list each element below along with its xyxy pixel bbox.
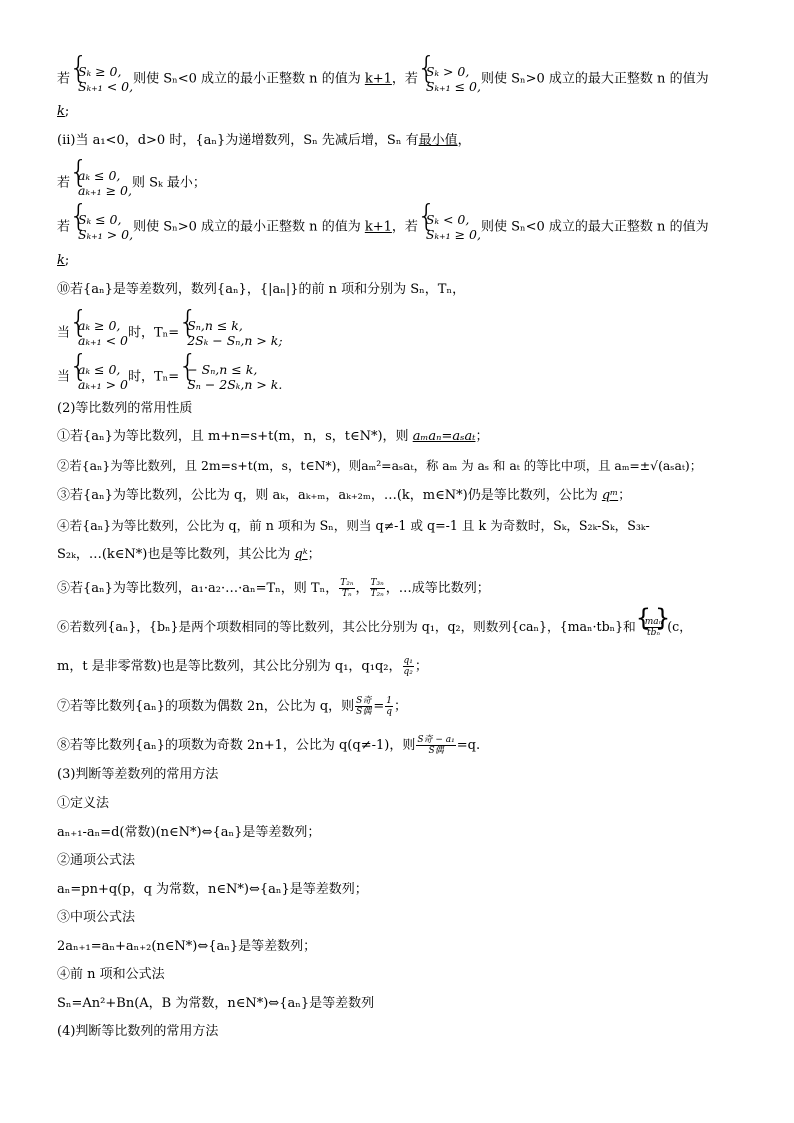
line-11: ①若{aₙ}为等比数列，且 m+n=s+t(m，n，s，t∈N*)，则 aₘaₙ=aₛaₜ； <box>57 429 489 444</box>
fraction: $\frac{\text{T₂ₙ}}{\text{Tₙ}}$ <box>340 578 354 599</box>
line-12: ②若{aₙ}为等比数列，且 2m=s+t(m，s，t∈N*)，则aₘ²=aₛaₜ，称 aₘ 为 aₛ 和 aₜ 的等比中项，且 aₘ=±√(aₛaₜ)； <box>57 458 703 473</box>
inequality-system: { Sₖ ≥ 0, Sₖ₊₁ < 0, <box>70 64 133 94</box>
inequality-system: { aₖ ≤ 0, aₖ₊₁ ≥ 0, <box>70 168 132 198</box>
fraction: $\frac{\text{S奇 − a₁}}{\text{S偶}}$ <box>417 735 455 756</box>
line-17: ⑥若数列{aₙ}，{bₙ}是两个项数相同的等比数列，其公比分别为 q₁，q₂，则数列{caₙ}，{maₙ·tbₙ}和 { $\frac{\text{maₙ}}{\text{tbₙ}}$ } (c， <box>57 617 754 638</box>
line-2: k; <box>57 104 70 119</box>
line-27: 2aₙ₊₁=aₙ+aₙ₊₂(n∈N*)⇔{aₙ}是等差数列； <box>57 939 317 954</box>
line-8: 当 { aₖ ≥ 0, aₖ₊₁ < 0 时，Tₙ= { Sₙ,n ≤ k, 2Sₖ − Sₙ,n > k; <box>57 318 754 348</box>
line-13: ③若{aₙ}为等比数列，公比为 q，则 aₖ，aₖ₊ₘ，aₖ₊₂ₘ，…(k，m∈N*)仍是等比数列，公比为 qᵐ； <box>57 488 632 503</box>
line-24: ②通项公式法 <box>57 853 136 868</box>
line-25: aₙ=pn+q(p，q 为常数，n∈N*)⇔{aₙ}是等差数列； <box>57 882 368 897</box>
line-7: ⑩若{aₙ}是等差数列，数列{aₙ}，{|aₙ|}的前 n 项和分别为 Sₙ，Tₙ， <box>57 282 466 297</box>
line-1: 若 { Sₖ ≥ 0, Sₖ₊₁ < 0, 则使 Sₙ<0 成立的最小正整数 n 的值为 k+1，若 { Sₖ > 0, Sₖ₊₁ ≤ 0, 则使 Sₙ>0 成立的最大正整数 n 的值为 <box>57 64 754 94</box>
inequality-system: { aₖ ≤ 0, aₖ₊₁ > 0 <box>70 362 128 392</box>
inequality-system: { Sₖ < 0, Sₖ₊₁ ≥ 0, <box>418 212 481 242</box>
inequality-system: { Sₖ ≤ 0, Sₖ₊₁ > 0, <box>70 212 133 242</box>
line-5: 若 { Sₖ ≤ 0, Sₖ₊₁ > 0, 则使 Sₙ>0 成立的最小正整数 n 的值为 k+1，若 { Sₖ < 0, Sₖ₊₁ ≥ 0, 则使 Sₙ<0 成立的最大正整数 n 的值为 <box>57 212 754 242</box>
fraction: $\frac{\text{q₁}}{\text{q₂}}$ <box>403 656 413 677</box>
line-9: 当 { aₖ ≤ 0, aₖ₊₁ > 0 时，Tₙ= { − Sₙ,n ≤ k, Sₙ − 2Sₖ,n > k. <box>57 362 754 392</box>
fraction: $\frac{1}{q}$ <box>386 696 392 717</box>
line-29: Sₙ=An²+Bn(A，B 为常数，n∈N*)⇔{aₙ}是等差数列 <box>57 996 375 1011</box>
inequality-system: { aₖ ≥ 0, aₖ₊₁ < 0 <box>70 318 128 348</box>
line-20: ⑧若等比数列{aₙ}的项数为奇数 2n+1，公比为 q(q≠-1)，则 $\frac{\text{S奇 − a₁}}{\text{S偶}}$ =q. <box>57 735 481 756</box>
line-3: (ⅱ)当 a₁<0，d>0 时，{aₙ}为递增数列，Sₙ 先减后增，Sₙ 有最小值， <box>57 133 471 148</box>
fraction: $\frac{\text{T₃ₙ}}{\text{T₂ₙ}}$ <box>370 578 384 599</box>
line-26: ③中项公式法 <box>57 910 136 925</box>
line-22: ①定义法 <box>57 796 110 811</box>
line-15: S₂ₖ，…(k∈N*)也是等比数列，其公比为 qᵏ； <box>57 547 321 562</box>
line-4: 若 { aₖ ≤ 0, aₖ₊₁ ≥ 0, 则 Sₖ 最小； <box>57 168 754 198</box>
line-28: ④前 n 项和公式法 <box>57 967 165 982</box>
line-6: k; <box>57 253 70 268</box>
inequality-system: { Sₖ > 0, Sₖ₊₁ ≤ 0, <box>418 64 481 94</box>
fraction: $\frac{\text{S奇}}{\text{S偶}}$ <box>356 696 372 717</box>
line-19: ⑦若等比数列{aₙ}的项数为偶数 2n，公比为 q，则 $\frac{\text{S奇}}{\text{S偶}}$ = $\frac{1}{q}$ ； <box>57 696 408 717</box>
line-30: (4)判断等比数列的常用方法 <box>57 1024 219 1039</box>
line-10: (2)等比数列的常用性质 <box>57 401 193 416</box>
piecewise-system: { − Sₙ,n ≤ k, Sₙ − 2Sₖ,n > k. <box>179 362 282 392</box>
line-21: (3)判断等差数列的常用方法 <box>57 767 219 782</box>
line-14: ④若{aₙ}为等比数列，公比为 q，前 n 项和为 Sₙ，则当 q≠-1 或 q=-1 且 k 为奇数时，Sₖ，S₂ₖ-Sₖ，S₃ₖ- <box>57 518 650 533</box>
fraction-set: { $\frac{\text{maₙ}}{\text{tbₙ}}$ } <box>636 617 664 638</box>
line-16: ⑤若{aₙ}为等比数列，a₁·a₂·…·aₙ=Tₙ，则 Tₙ， $\frac{\text{T₂ₙ}}{\text{Tₙ}}$ ， $\frac{\text{T₃ₙ}}{\text{T₂ₙ}}$ ，…成等比数列； <box>57 578 490 599</box>
piecewise-system: { Sₙ,n ≤ k, 2Sₖ − Sₙ,n > k; <box>179 318 282 348</box>
line-18: m，t 是非零常数)也是等比数列，其公比分别为 q₁，q₁q₂， $\frac{\text{q₁}}{\text{q₂}}$ ； <box>57 656 428 677</box>
line-23: aₙ₊₁-aₙ=d(常数)(n∈N*)⇔{aₙ}是等差数列； <box>57 825 321 840</box>
